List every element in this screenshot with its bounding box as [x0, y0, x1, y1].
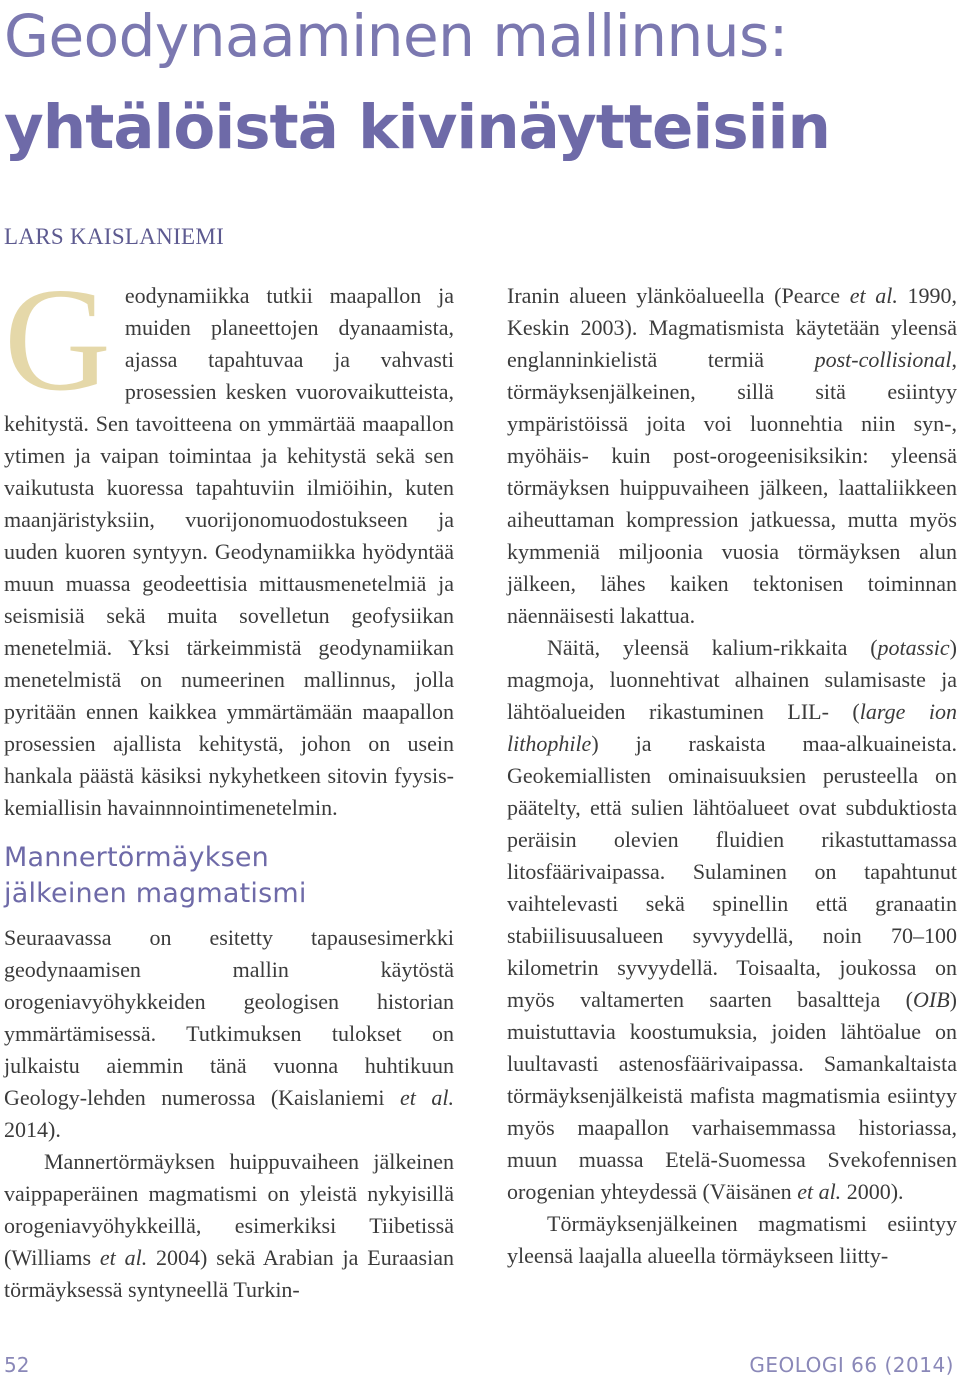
paragraph-text: , törmäyksenjälkeinen, sillä sitä esiintyy ympäristöissä joita voi luonnehtia niin syn-, myöhäis- kuin post-orogeenisiksikin: yleensä törmäyksen huippuvaiheen jälkeen, laattaliikkeen aiheuttaman kompression jatkuessa, mutta myös kymmeniä miljoonia vuosia törmäyksen alun jälkeen, lähes kaiken tektonisen toiminnan näennäisesti lakattua.: [507, 347, 957, 628]
paragraph-text: Iranin alueen ylänköalueella (Pearce: [507, 283, 850, 308]
paragraph-case-study: [4, 922, 454, 1146]
term-italic: post-collisional: [814, 347, 952, 372]
paragraph-text: Näitä, yleensä kalium-rikkaita (: [547, 635, 878, 660]
citation-etal: et al.: [849, 283, 898, 308]
paragraph-right-3: [507, 1208, 957, 1272]
term-italic: OIB: [913, 987, 950, 1012]
citation-etal: et al.: [797, 1179, 842, 1204]
paragraph-text: Törmäyksenjälkeinen magmatismi esiintyy yleensä laajalla alueella törmäykseen liitty-: [507, 1211, 957, 1268]
paragraph-text: 2004) sekä Arabian ja Euraasian törmäyksessä syntyneellä Turkin-: [4, 1245, 454, 1302]
paragraph-text: 2014).: [4, 1117, 61, 1142]
paragraph-right-2: [507, 632, 957, 1208]
drop-cap: G: [4, 258, 111, 422]
right-column: [507, 280, 957, 1272]
section-subheading: [4, 840, 454, 912]
title-line-2: yhtälöistä kivinäytteisiin: [4, 92, 830, 163]
left-column: [4, 258, 454, 1306]
journal-footer: GEOLOGI 66 (2014): [749, 1353, 954, 1377]
term-italic: large ion lithophile: [507, 699, 958, 756]
paragraph-right-1: [507, 280, 957, 632]
paragraph-text: ) ja raskaista maa-alkuaineista. Geokemiallisten ominaisuuksien perusteella on päätelty, että sulien lähtöalueet ovat subduktiosta peräisin olevien fluidien rikastuttamassa litosfäärivaipassa. Sulaminen on tapahtunut vaihtelevasti sekä spinellin että granaatin stabiilisuusalueen syvyydellä, noin 70–100 kilometrin syvyydellä. Toisaalta, joukossa on myös valtamerten saarten basaltteja (: [507, 731, 957, 1012]
citation-etal: et al.: [399, 1085, 454, 1110]
intro-text: eodynamiikka tutkii maapallon ja muiden planeettojen dyanaamista, ajassa tapahtuvaa ja vahvasti prosessien kesken vuorovaikutteista, kehitystä. Sen tavoitteena on ymmärtää maapallon ytimen ja vaipan toimintaa ja kehitystä sekä sen vaikutusta kuoressa tapahtuviin ilmiöihin, kuten maanjäristyksiin, vuorijonomuodostukseen ja uuden kuoren syntyyn. Geodynamiikka hyödyntää muun muassa geodeettisia mittausmenetelmiä ja seismisiä sekä muita sovelletun geofysiikan menetelmiä. Yksi tärkeimmistä geodynamiikan menetelmistä on numeerinen mallinnus, jolla pyritään ennen kaikkea ymmärtämään maapallon prosessien ajallista kehitystä, johon on usein hankala päästä käsiksi nykyhetkeen sitovin fyysis-kemiallisin havainnnointimenetelmin.: [4, 283, 454, 820]
paragraph-text: Mannertörmäyksen huippuvaiheen jälkeinen vaippaperäinen magmatismi on yleistä nykyisillä orogeniavyöhykkeillä, esimerkiksi Tiibetissä (Williams: [4, 1149, 454, 1270]
author-name: LARS KAISLANIEMI: [4, 224, 225, 249]
paragraph-magmatism: [4, 1146, 454, 1306]
paragraph-text: 2000).: [841, 1179, 904, 1204]
citation-etal: et al.: [99, 1245, 148, 1270]
intro-paragraph: [4, 258, 454, 824]
title-line-1: Geodynaaminen mallinnus:: [4, 2, 788, 70]
paragraph-text: 1990, Keskin 2003). Magmatismista käytetään yleensä englanninkielistä termiä: [507, 283, 957, 372]
paragraph-text: ) muistuttavia koostumuksia, joiden lähtöalue on luultavasti astenosfäärivaipassa. Samankaltaista törmäyksenjälkeistä mafista magmatismia esiintyy myös maapallon varhaisemmassa historiassa, muun muassa Etelä-Suomessa Svekofennisen orogenian yhteydessä (Väisänen: [507, 987, 957, 1204]
page-number: 52: [4, 1353, 30, 1377]
term-italic: potassic: [877, 635, 950, 660]
subheading-line-2: jälkeinen magmatismi: [4, 878, 307, 909]
paragraph-text: Seuraavassa on esitetty tapausesimerkki geodynaamisen mallin käytöstä orogeniavyöhykkeiden geologisen historian ymmärtämisessä. Tutkimuksen tulokset on julkaistu aiemmin tänä vuonna huhtikuun Geology-lehden numerossa (Kaislaniemi: [4, 925, 454, 1110]
paragraph-text: ) magmoja, luonnehtivat alhainen sulamisaste ja lähtöalueiden rikastuminen LIL- (: [507, 635, 957, 724]
subheading-line-1: Mannertörmäyksen: [4, 842, 269, 873]
